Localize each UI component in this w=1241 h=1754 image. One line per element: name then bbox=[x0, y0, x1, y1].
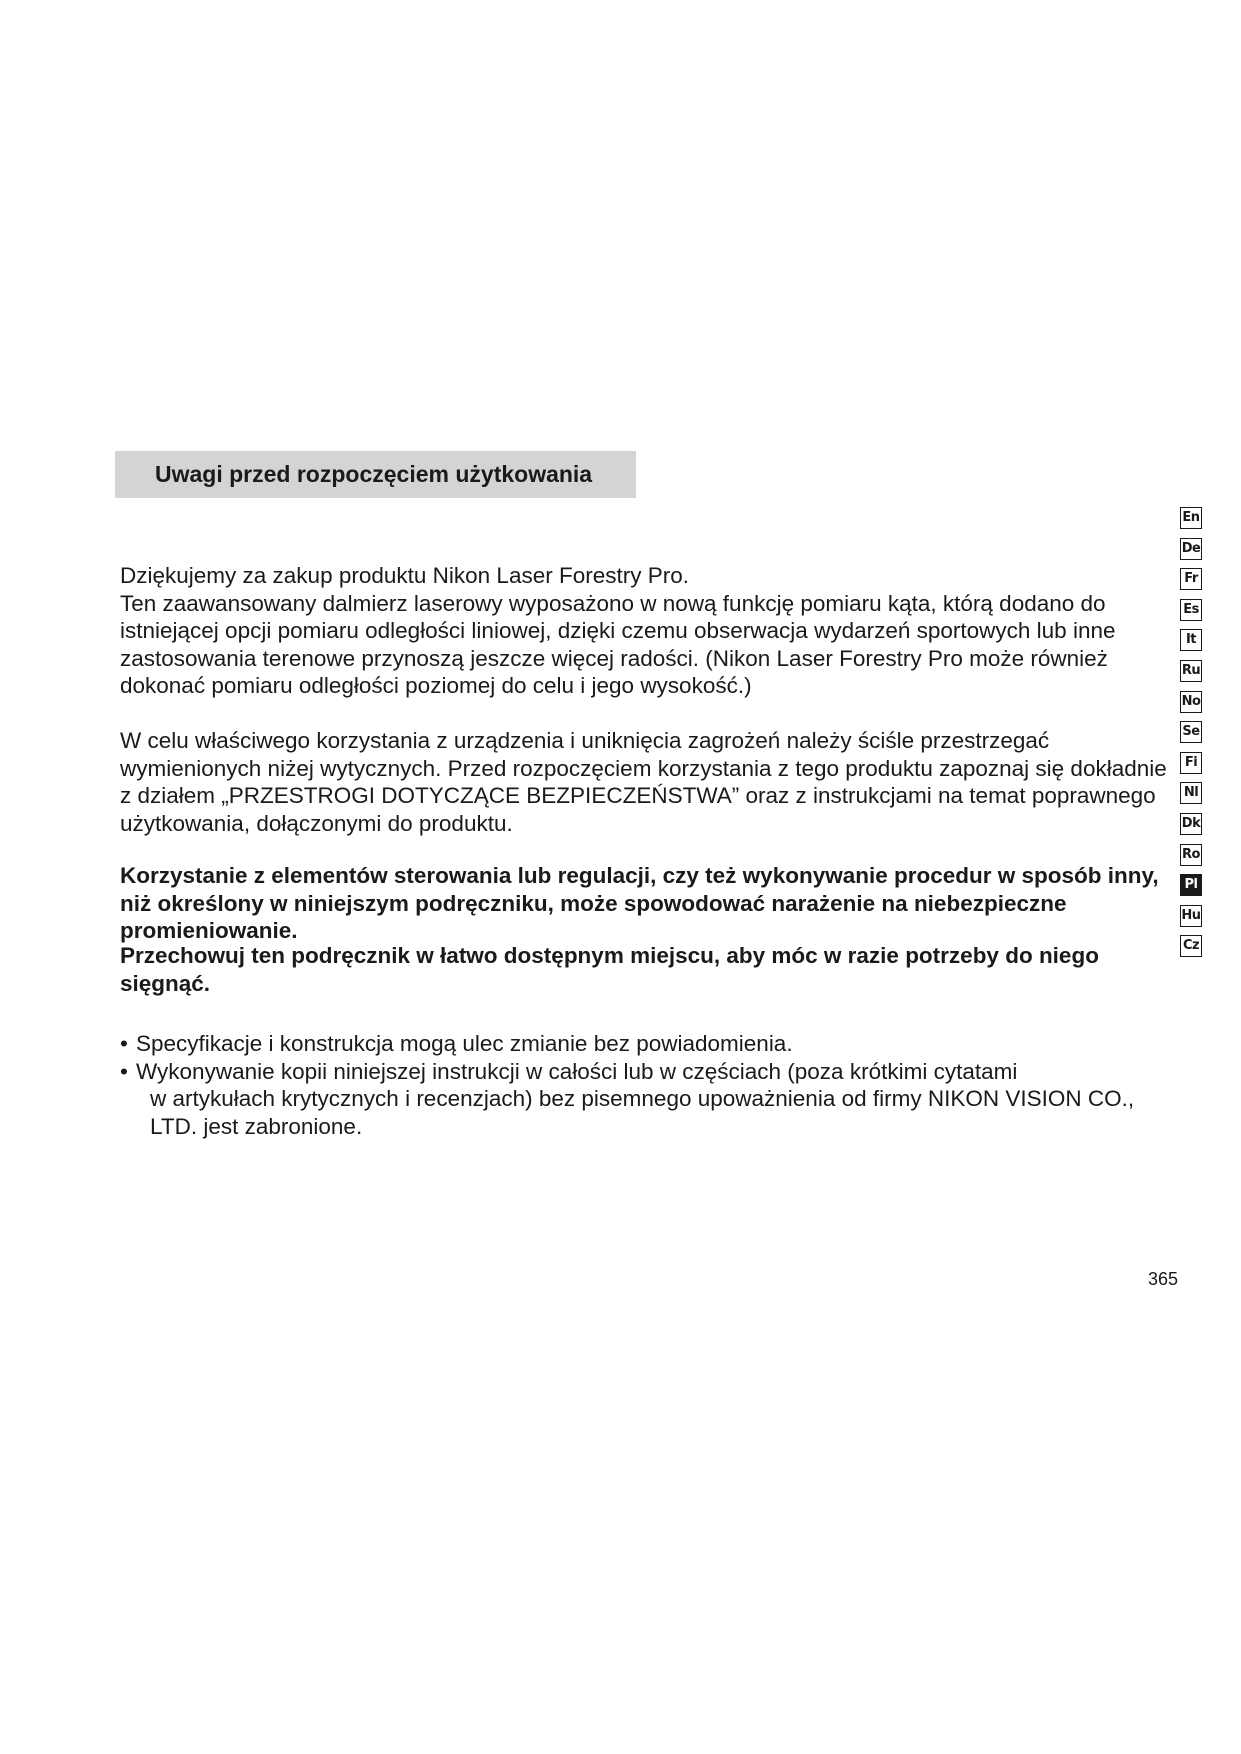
list-item-continuation: w artykułach krytycznych i recenzjach) bez pisemnego upoważnienia od firmy NIKON VISION CO., LTD. jest zabronione. bbox=[150, 1086, 1135, 1139]
lang-tab-se[interactable]: Se bbox=[1180, 721, 1202, 743]
keep-manual-paragraph: Przechowuj ten podręcznik w łatwo dostępnym miejscu, aby móc w razie potrzeby do niego sięgnąć. bbox=[120, 943, 1099, 996]
lang-tab-fi[interactable]: Fi bbox=[1180, 752, 1202, 774]
section-header bbox=[115, 451, 636, 498]
notes-list bbox=[118, 1030, 1168, 1140]
lang-tab-hu[interactable]: Hu bbox=[1180, 905, 1202, 927]
lang-tab-ro[interactable]: Ro bbox=[1180, 844, 1202, 866]
lang-tab-ru[interactable]: Ru bbox=[1180, 660, 1202, 682]
intro-line-2: Ten zaawansowany dalmierz laserowy wyposażono w nową funkcję pomiaru kąta, którą dodano do istniejącej opcji pomiaru odległości liniowej, dzięki czemu obserwacja wydarzeń sportowych lub inne zastosowania terenowe przynoszą jeszcze więcej radości. (Nikon Laser Forestry Pro może również dokonać pomiaru odległości poziomej do celu i jego wysokość.) bbox=[120, 590, 1116, 698]
lang-tab-fr[interactable]: Fr bbox=[1180, 568, 1202, 590]
lang-tab-pl[interactable]: Pl bbox=[1180, 874, 1202, 896]
lang-tab-nl[interactable]: Nl bbox=[1180, 782, 1202, 804]
intro-line-1: Dziękujemy za zakup produktu Nikon Laser Forestry Pro. bbox=[120, 563, 689, 588]
guidelines-paragraph: W celu właściwego korzystania z urządzenia i uniknięcia zagrożeń należy ściśle przestrzegać wymienionych niżej wytycznych. Przed rozpoczęciem korzystania z tego produktu zapoznaj się dokładnie z działem „PRZESTROGI DOTYCZĄCE BEZPIECZEŃSTWA” oraz z instrukcjami na temat poprawnego użytkowania, dołączonymi do produktu. bbox=[120, 728, 1167, 836]
lang-tab-de[interactable]: De bbox=[1180, 538, 1202, 560]
lang-tab-it[interactable]: It bbox=[1180, 629, 1202, 651]
lang-tab-cz[interactable]: Cz bbox=[1180, 935, 1202, 957]
section-title: Uwagi przed rozpoczęciem użytkowania bbox=[155, 461, 593, 487]
lang-tab-es[interactable]: Es bbox=[1180, 599, 1202, 621]
lang-tab-no[interactable]: No bbox=[1180, 691, 1202, 713]
list-item bbox=[118, 1030, 1168, 1058]
warning-paragraph: Korzystanie z elementów sterowania lub regulacji, czy też wykonywanie procedur w sposób inny, niż określony w niniejszym podręczniku, może spowodować narażenie na niebezpieczne promieniowanie. bbox=[120, 863, 1159, 943]
intro-paragraph bbox=[120, 562, 1175, 700]
list-item bbox=[118, 1058, 1168, 1141]
list-item-text: Specyfikacje i konstrukcja mogą ulec zmianie bez powiadomienia. bbox=[136, 1031, 793, 1056]
lang-tab-en[interactable]: En bbox=[1180, 507, 1202, 529]
list-item-text: Wykonywanie kopii niniejszej instrukcji w całości lub w częściach (poza krótkimi cytatami bbox=[136, 1058, 1018, 1084]
page-number: 365 bbox=[1148, 1269, 1179, 1289]
lang-tab-dk[interactable]: Dk bbox=[1180, 813, 1202, 835]
